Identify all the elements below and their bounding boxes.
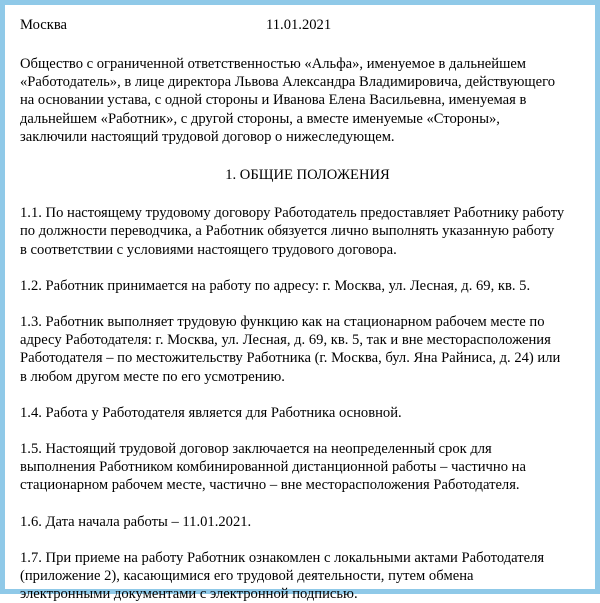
date-label: 11.01.2021 xyxy=(266,17,332,33)
clause-1-1: 1.1. По настоящему трудовому договору Работодатель предоставляет Работнику работу по должности переводчика, а Работник обязуется лично выполнять указанную работу в соответствии с условиями настоящего трудового договора. xyxy=(20,205,565,258)
clause-1-3: 1.3. Работник выполняет трудовую функцию как на стационарном рабочем месте по адресу Работодателя: г. Москва, ул. Лесная, д. 69, кв. 5, так и вне месторасположения Работодателя – по местожительству Работника (г. Москва, бул. Яна Райниса, д. 24) или в любом другом месте по его усмотрению. xyxy=(20,314,561,385)
clause-1-2: 1.2. Работник принимается на работу по адресу: г. Москва, ул. Лесная, д. 69, кв. 5. xyxy=(20,277,531,294)
section-title: 1. ОБЩИЕ ПОЛОЖЕНИЯ xyxy=(225,167,390,184)
clause-1-6: 1.6. Дата начала работы – 11.01.2021. xyxy=(20,513,252,530)
clause-1-4: 1.4. Работа у Работодателя является для Работника основной. xyxy=(20,404,402,421)
document-header xyxy=(20,16,595,36)
clause-1-7: 1.7. При приеме на работу Работник ознакомлен с локальными актами Работодателя (приложение 2), касающимися его трудовой деятельности, путем обмена электронными документами с электронной подписью. xyxy=(20,549,545,603)
clause-1-5: 1.5. Настоящий трудовой договор заключается на неопределенный срок для выполнения Работником комбинированной дистанционной работы – частично на стационарном рабочем месте, частично – вне месторасположения Работодателя. xyxy=(20,441,526,494)
document-body xyxy=(20,16,595,603)
intro-paragraph: Общество с ограниченной ответственностью «Альфа», именуемое в дальнейшем «Работодатель», в лице директора Львова Александра Владимировича, действующего на основании устава, с одной стороны и Иванова Елена Васильевна, именуемая в дальнейшем «Работник», с другой стороны, а вместе именуемые «Стороны», заключили настоящий трудовой договор о нижеследующем. xyxy=(20,56,556,145)
city-label: Москва xyxy=(20,17,68,33)
